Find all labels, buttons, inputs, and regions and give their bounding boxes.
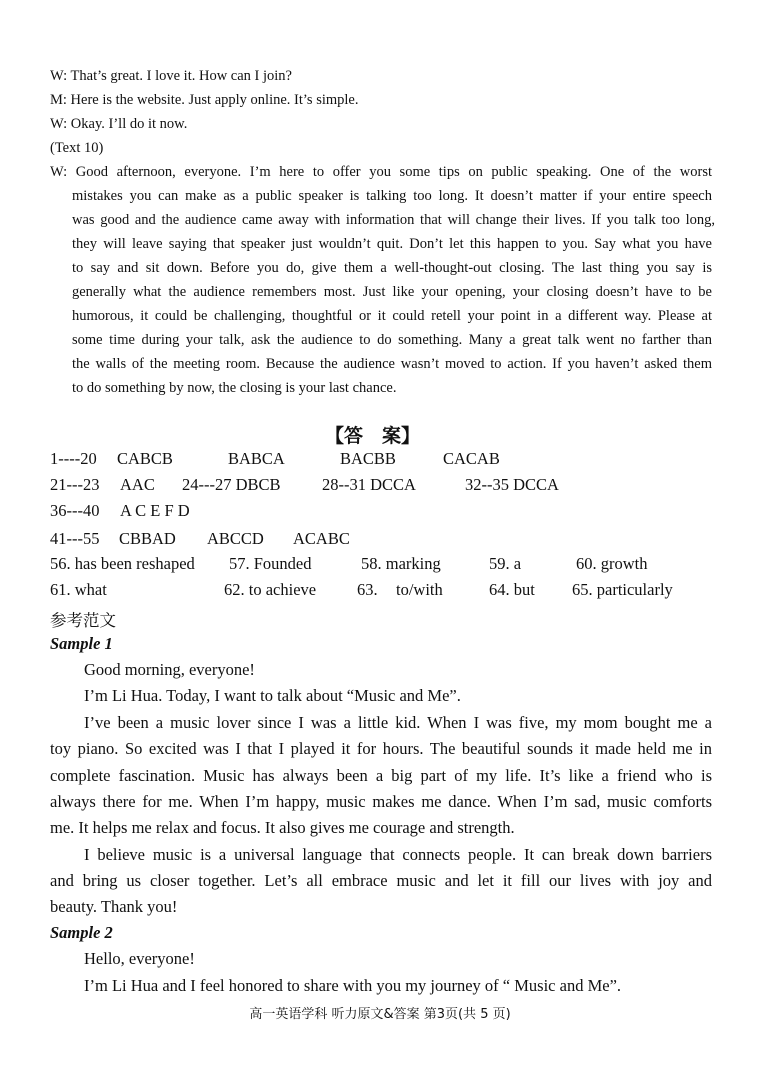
text10-line: mistakes you can make as a public speaker is talking too long. It doesn’t matter if your entire speech [72, 188, 712, 204]
sample-1-line: toy piano. So excited was I that I played it for hours. The beautiful sounds it made held me in [50, 739, 712, 758]
sample-1-greeting: Good morning, everyone! [84, 660, 255, 679]
answer-item: 65. particularly [572, 580, 673, 599]
answer-item: to/with [396, 580, 443, 599]
answer-range: 1----20 [50, 449, 97, 468]
answer-group: ABCCD [207, 529, 264, 548]
sample-2-greeting: Hello, everyone! [84, 949, 195, 968]
answer-item: 60. growth [576, 554, 648, 573]
text10-line: was good and the audience came away with information that will change their lives. If you talk too long, [72, 212, 715, 228]
answer-item: 63. [357, 580, 378, 599]
sample-2-intro: I’m Li Hua and I feel honored to share with you my journey of “ Music and Me”. [84, 976, 622, 995]
answer-group: AAC [120, 475, 155, 494]
sample-1-line: I’ve been a music lover since I was a little kid. When I was five, my mom bought me a [84, 713, 712, 732]
text10-line: generally what the audience remembers most. Just like your opening, your closing doesn’t have to be [72, 284, 712, 300]
answer-group: BACBB [340, 449, 396, 468]
dialogue-line: W: That’s great. I love it. How can I join? [50, 68, 292, 84]
answer-group: 32--35 DCCA [465, 475, 559, 494]
answers-title: 【答 案】 [325, 425, 421, 447]
sample-1-intro: I’m Li Hua. Today, I want to talk about “Music and Me”. [84, 686, 461, 705]
answer-item: 57. Founded [229, 554, 312, 573]
answer-item: 61. what [50, 580, 107, 599]
sample-1-line: complete fascination. Music has always been a big part of my life. It’s like a friend who is [50, 766, 712, 785]
text10-line: humorous, it could be challenging, thoughtful or it could retell your point in a different way. Please at [72, 308, 712, 324]
text10-line: they will leave saying that speaker just wouldn’t quit. Don’t let this happen to you. Say what you have [72, 236, 712, 252]
answer-group: A C E F D [120, 501, 190, 520]
dialogue-line: W: Okay. I’ll do it now. [50, 116, 188, 132]
answer-range: 21---23 [50, 475, 100, 494]
dialogue-line: M: Here is the website. Just apply online. It’s simple. [50, 92, 359, 108]
text-label: (Text 10) [50, 140, 104, 156]
essay-heading: 参考范文 [50, 611, 116, 630]
answer-group: ACABC [293, 529, 350, 548]
answer-item: 58. marking [361, 554, 441, 573]
sample-1-line: and bring us closer together. Let’s all embrace music and let it fill our lives with joy and [50, 871, 712, 890]
answer-group: CABCB [117, 449, 173, 468]
sample-1-line: always there for me. When I’m happy, music makes me dance. When I’m sad, music comforts [50, 792, 712, 811]
answer-item: 59. a [489, 554, 522, 573]
text10-line: to say and sit down. Before you do, give them a well-thought-out closing. The last thing you say is [72, 260, 712, 276]
answer-range: 41---55 [50, 529, 100, 548]
answer-group: 28--31 DCCA [322, 475, 416, 494]
answer-group: 24---27 DBCB [182, 475, 281, 494]
sample-1-line: me. It helps me relax and focus. It also gives me courage and strength. [50, 818, 515, 837]
sample-1-title: Sample 1 [50, 634, 113, 653]
text10-line: the walls of the meeting room. Because the audience wasn’t moved to action. If you haven’t asked them [72, 356, 712, 372]
text10-line: to do something by now, the closing is your last chance. [72, 380, 397, 396]
sample-2-title: Sample 2 [50, 923, 113, 942]
text10-line: W: Good afternoon, everyone. I’m here to offer you some tips on public speaking. One of the worst [50, 164, 712, 180]
sample-1-line: I believe music is a universal language that connects people. It can break down barriers [84, 845, 712, 864]
answer-group: CBBAD [119, 529, 176, 548]
answer-item: 56. has been reshaped [50, 554, 195, 573]
answer-group: BABCA [228, 449, 285, 468]
answer-item: 62. to achieve [224, 580, 317, 599]
answer-range: 36---40 [50, 501, 100, 520]
sample-1-line: beauty. Thank you! [50, 897, 178, 916]
answer-group: CACAB [443, 449, 500, 468]
answer-item: 64. but [489, 580, 535, 599]
page-footer: 高一英语学科 听力原文&答案 第3页(共 5 页) [249, 1007, 511, 1022]
text10-line: some time during your talk, ask the audience to do something. Many a great talk went no farther than [72, 332, 712, 348]
